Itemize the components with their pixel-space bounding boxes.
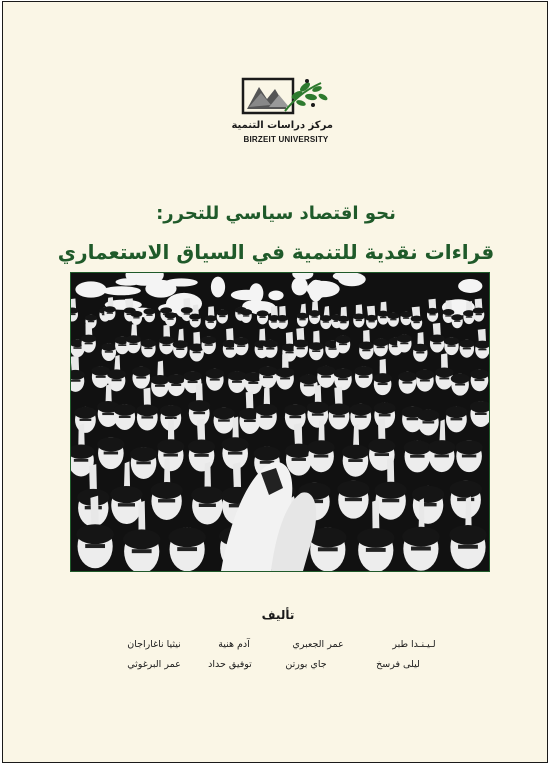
hair: [411, 316, 423, 322]
eyes-shadow: [144, 347, 152, 349]
hair: [451, 314, 463, 320]
eyes-shadow: [286, 352, 294, 354]
eyes-shadow: [339, 344, 347, 346]
hair: [404, 440, 431, 454]
hair: [76, 524, 113, 544]
eyes-shadow: [129, 343, 137, 345]
eyes-shadow: [85, 544, 105, 548]
eyes-shadow: [280, 377, 290, 379]
hair: [216, 310, 228, 316]
photo-highlight: [268, 290, 283, 300]
photo-highlight: [231, 290, 262, 300]
hair: [387, 313, 399, 319]
hair: [398, 372, 417, 382]
eyes-shadow: [476, 314, 482, 315]
author-name: لـيـنـدا طبر: [392, 639, 436, 650]
eyes-shadow: [167, 319, 173, 320]
eyes-shadow: [368, 321, 374, 322]
hair: [97, 437, 124, 451]
hair: [101, 343, 116, 351]
eyes-shadow: [228, 452, 242, 455]
eyes-shadow: [162, 344, 170, 346]
hair: [205, 315, 217, 321]
photo-highlight: [75, 281, 106, 297]
eyes-shadow: [263, 376, 273, 378]
eyes-shadow: [71, 314, 76, 315]
eyes-shadow: [355, 416, 367, 418]
eyes-shadow: [463, 348, 471, 350]
hair: [417, 409, 439, 421]
eyes-shadow: [466, 316, 472, 317]
eyes-shadow: [237, 345, 245, 347]
eyes-shadow: [243, 315, 249, 316]
eyes-shadow: [133, 317, 139, 318]
authors-heading: تأليف: [261, 608, 295, 622]
hair: [151, 375, 170, 385]
hair: [412, 486, 444, 503]
hair: [335, 335, 350, 343]
eyes-shadow: [177, 547, 197, 551]
eyes-shadow: [244, 420, 256, 422]
eyes-shadow: [119, 416, 131, 418]
eyes-shadow: [311, 316, 317, 317]
eyes-shadow: [165, 417, 177, 419]
hair: [317, 366, 336, 376]
hair: [309, 342, 324, 350]
photo-highlight: [145, 280, 176, 298]
hair: [74, 407, 96, 419]
publisher-name-arabic: مركز دراسات التنمية: [231, 120, 333, 131]
hair: [366, 315, 378, 321]
eyes-shadow: [118, 503, 135, 506]
hair: [368, 439, 395, 453]
hair: [284, 404, 306, 416]
eyes-shadow: [164, 454, 178, 457]
eyes-shadow: [462, 455, 476, 458]
eyes-shadow: [380, 317, 386, 318]
hair: [442, 309, 454, 315]
publisher-logo: [231, 77, 333, 149]
hair: [459, 340, 474, 348]
eyes-shadow: [80, 419, 92, 421]
eyes-shadow: [312, 413, 324, 415]
hair: [430, 335, 445, 343]
eyes-shadow: [176, 348, 184, 350]
eyes-shadow: [362, 350, 370, 352]
eyes-shadow: [184, 313, 190, 314]
eyes-shadow: [433, 343, 441, 345]
photo-highlight: [458, 279, 482, 293]
hair: [85, 315, 97, 321]
eyes-shadow: [71, 380, 80, 382]
hair: [416, 370, 435, 380]
author-name: نيثيا ناغاراجان: [127, 639, 181, 650]
eyes-shadow: [429, 314, 435, 315]
eyes-shadow: [271, 321, 277, 322]
hair: [455, 440, 482, 454]
hair: [309, 310, 321, 316]
eyes-shadow: [299, 319, 305, 320]
hair: [107, 369, 126, 379]
eyes-shadow: [85, 343, 93, 345]
hair: [114, 404, 136, 416]
hair: [307, 440, 334, 454]
hair: [444, 337, 459, 345]
eyes-shadow: [416, 352, 424, 354]
olive-branch-emblem-icon: [241, 77, 329, 117]
eyes-shadow: [208, 322, 214, 323]
hair: [160, 405, 182, 417]
eyes-shadow: [292, 458, 306, 461]
book-title-line-1: نحو اقتصاد سياسي للتحرر:: [156, 203, 396, 224]
hair: [263, 340, 278, 348]
hair: [373, 338, 388, 346]
hair: [402, 527, 439, 547]
eyes-shadow: [422, 421, 434, 423]
hair: [173, 340, 188, 348]
hair: [350, 404, 372, 416]
eyes-shadow: [382, 499, 399, 502]
hair: [130, 447, 157, 461]
hair: [126, 335, 141, 343]
eyes-shadow: [345, 498, 362, 501]
eyes-shadow: [457, 498, 474, 501]
eyes-shadow: [105, 351, 113, 353]
eyes-shadow: [107, 313, 113, 314]
hair: [276, 368, 295, 378]
eyes-shadow: [266, 348, 274, 350]
eyes-shadow: [132, 549, 152, 553]
eyes-shadow: [420, 380, 430, 382]
eyes-shadow: [348, 459, 362, 462]
hair: [157, 439, 184, 453]
eyes-shadow: [226, 348, 234, 350]
eyes-shadow: [375, 453, 389, 456]
eyes-shadow: [333, 415, 345, 417]
hair: [353, 314, 365, 320]
eyes-shadow: [279, 321, 285, 322]
hair: [228, 371, 247, 381]
eyes-shadow: [323, 321, 329, 322]
eyes-shadow: [141, 416, 153, 418]
author-name: ليلى فرسخ: [376, 659, 420, 670]
eyes-shadow: [188, 381, 198, 383]
hair: [449, 525, 486, 545]
hair: [104, 306, 116, 312]
hair: [320, 315, 332, 321]
hair: [307, 402, 329, 414]
photo-highlight: [309, 280, 324, 302]
eyes-shadow: [356, 320, 362, 321]
author-name: آدم هنية: [218, 639, 250, 650]
eyes-shadow: [210, 379, 220, 381]
hair: [257, 310, 269, 316]
eyes-shadow: [338, 378, 348, 380]
eyes-shadow: [199, 504, 216, 507]
hair: [374, 402, 396, 414]
eyes-shadow: [136, 461, 150, 464]
hair: [427, 308, 439, 314]
eyes-shadow: [205, 344, 213, 346]
eyes-shadow: [73, 347, 81, 349]
photo-highlight: [116, 278, 141, 285]
eyes-shadow: [146, 315, 152, 316]
eyes-shadow: [377, 347, 385, 349]
eyes-shadow: [455, 384, 465, 386]
author-name: توفيق حداد: [208, 659, 252, 670]
eyes-shadow: [192, 320, 198, 321]
eyes-shadow: [451, 418, 463, 420]
hair: [159, 336, 174, 344]
eyes-shadow: [136, 377, 146, 379]
hair: [334, 368, 353, 378]
crowd-protest-photo: [70, 272, 490, 572]
hair: [413, 344, 428, 352]
eyes-shadow: [366, 548, 386, 552]
hair: [168, 527, 205, 547]
hair: [337, 481, 369, 498]
hair: [450, 481, 482, 498]
hair: [400, 311, 412, 317]
author-name: عمر الجعبري: [292, 639, 344, 650]
photo-highlight: [102, 286, 141, 295]
hair: [213, 408, 235, 420]
hair: [377, 311, 389, 317]
eyes-shadow: [447, 345, 455, 347]
hair: [259, 366, 278, 376]
eyes-shadow: [458, 545, 478, 549]
eyes-shadow: [155, 385, 165, 387]
eyes-shadow: [102, 413, 114, 415]
hair: [188, 400, 210, 412]
eyes-shadow: [104, 452, 118, 455]
hair: [357, 528, 394, 548]
hair: [375, 482, 407, 499]
hair: [276, 315, 288, 321]
hair: [130, 311, 142, 317]
hair: [165, 312, 177, 318]
eyes-shadow: [193, 412, 205, 414]
hair: [328, 403, 350, 415]
eyes-shadow: [312, 350, 320, 352]
hair: [435, 368, 454, 378]
hair: [201, 336, 216, 344]
hair: [354, 366, 373, 376]
hair: [470, 369, 489, 379]
eyes-shadow: [321, 376, 331, 378]
hair: [297, 313, 309, 319]
eyes-shadow: [158, 499, 175, 502]
eyes-shadow: [219, 316, 225, 317]
photo-highlight: [338, 273, 366, 286]
eyes-shadow: [435, 455, 449, 458]
hair: [188, 440, 215, 454]
hair: [141, 339, 156, 347]
eyes-shadow: [304, 384, 314, 386]
eyes-shadow: [475, 413, 487, 415]
eyes-shadow: [232, 381, 242, 383]
hair: [359, 342, 374, 350]
eyes-shadow: [194, 454, 208, 457]
eyes-shadow: [297, 348, 305, 350]
eyes-shadow: [248, 382, 258, 384]
publisher-name-english: BIRZEIT UNIVERSITY: [243, 135, 329, 144]
eyes-shadow: [218, 419, 230, 421]
hair: [293, 340, 308, 348]
book-cover: [2, 1, 548, 763]
crowd-illustration: [71, 273, 489, 571]
hair: [240, 309, 252, 315]
eyes-shadow: [402, 382, 412, 384]
hair: [255, 404, 277, 416]
eyes-shadow: [259, 317, 265, 318]
photo-highlight: [211, 277, 225, 298]
eyes-shadow: [478, 349, 486, 351]
hair: [123, 529, 160, 549]
hair: [181, 307, 193, 313]
eyes-shadow: [118, 344, 126, 346]
hair: [110, 486, 142, 503]
eyes-shadow: [171, 384, 181, 386]
eyes-shadow: [454, 321, 460, 322]
hair: [428, 440, 455, 454]
hair: [167, 374, 186, 384]
eyes-shadow: [411, 547, 431, 551]
hair: [132, 367, 151, 377]
hair: [299, 374, 318, 384]
hair: [191, 486, 223, 503]
eyes-shadow: [410, 455, 424, 458]
eyes-shadow: [74, 459, 88, 462]
hair: [205, 369, 224, 379]
hair: [234, 337, 249, 345]
eyes-shadow: [359, 376, 369, 378]
eyes-shadow: [407, 418, 419, 420]
hair: [445, 406, 467, 418]
hair: [473, 308, 485, 314]
book-title-line-2: قراءات نقدية للتنمية في السياق الاستعماري: [57, 240, 495, 264]
author-name: عمر البرغوثي: [127, 659, 181, 670]
hair: [253, 446, 280, 460]
hair: [337, 316, 349, 322]
hair: [397, 335, 412, 343]
hair: [309, 528, 346, 548]
eyes-shadow: [439, 377, 449, 379]
eyes-shadow: [318, 547, 338, 551]
hair: [136, 405, 158, 417]
eyes-shadow: [413, 322, 419, 323]
photo-highlight: [292, 277, 308, 295]
eyes-shadow: [378, 383, 388, 385]
eyes-shadow: [289, 416, 301, 418]
hair: [373, 373, 392, 383]
eyes-shadow: [340, 322, 346, 323]
hair: [150, 482, 182, 499]
eyes-shadow: [400, 343, 408, 345]
eyes-shadow: [390, 319, 396, 320]
eyes-shadow: [445, 315, 451, 316]
eyes-shadow: [261, 416, 273, 418]
hair: [81, 335, 96, 343]
hair: [183, 371, 202, 381]
eyes-shadow: [96, 376, 106, 378]
eyes-shadow: [475, 379, 485, 381]
hair: [451, 374, 470, 384]
eyes-shadow: [403, 318, 409, 319]
hair: [222, 437, 249, 451]
eyes-shadow: [112, 379, 122, 381]
hair: [144, 308, 156, 314]
author-name: جاي بورتن: [285, 659, 327, 670]
eyes-shadow: [88, 321, 94, 322]
eyes-shadow: [193, 352, 201, 354]
eyes-shadow: [328, 348, 336, 350]
eyes-shadow: [314, 455, 328, 458]
eyes-shadow: [379, 414, 391, 416]
hair: [342, 445, 369, 459]
hair: [189, 314, 201, 320]
